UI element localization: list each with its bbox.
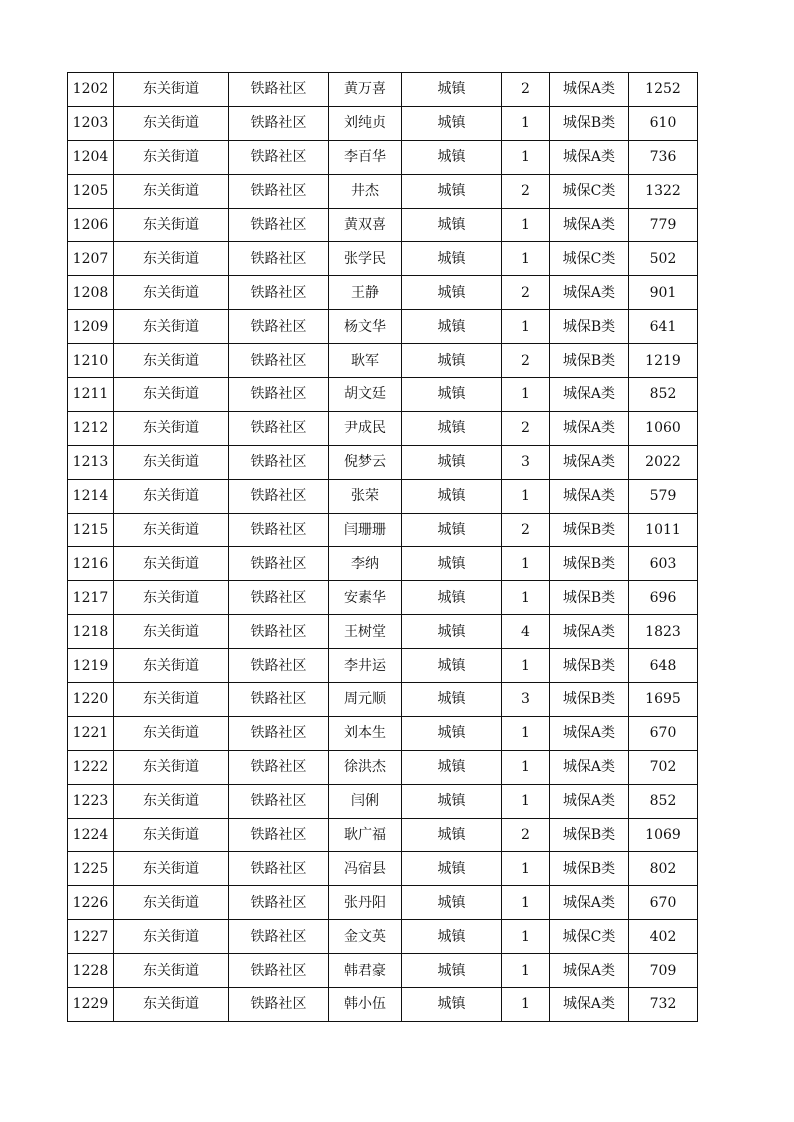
amount-cell: 709 [629, 954, 698, 988]
community-cell: 铁路社区 [229, 208, 329, 242]
street-cell: 东关街道 [114, 683, 229, 717]
household-size-cell: 2 [502, 411, 550, 445]
name-cell: 张丹阳 [329, 886, 402, 920]
amount-cell: 1219 [629, 344, 698, 378]
area-type-cell: 城镇 [402, 73, 502, 107]
serial-number-cell: 1216 [68, 547, 114, 581]
amount-cell: 1322 [629, 174, 698, 208]
table-row [68, 208, 698, 242]
assistance-category-cell: 城保B类 [550, 581, 629, 615]
amount-cell: 670 [629, 886, 698, 920]
amount-cell: 579 [629, 479, 698, 513]
household-size-cell: 1 [502, 649, 550, 683]
amount-cell: 502 [629, 242, 698, 276]
community-cell: 铁路社区 [229, 750, 329, 784]
area-type-cell: 城镇 [402, 581, 502, 615]
street-cell: 东关街道 [114, 547, 229, 581]
community-cell: 铁路社区 [229, 242, 329, 276]
amount-cell: 802 [629, 852, 698, 886]
table-row [68, 988, 698, 1022]
name-cell: 黄双喜 [329, 208, 402, 242]
area-type-cell: 城镇 [402, 615, 502, 649]
serial-number-cell: 1226 [68, 886, 114, 920]
amount-cell: 641 [629, 310, 698, 344]
assistance-category-cell: 城保C类 [550, 174, 629, 208]
amount-cell: 1252 [629, 73, 698, 107]
street-cell: 东关街道 [114, 750, 229, 784]
name-cell: 黄万喜 [329, 73, 402, 107]
name-cell: 周元顺 [329, 683, 402, 717]
serial-number-cell: 1210 [68, 344, 114, 378]
household-size-cell: 1 [502, 920, 550, 954]
name-cell: 倪梦云 [329, 445, 402, 479]
table-row [68, 411, 698, 445]
street-cell: 东关街道 [114, 920, 229, 954]
table-row [68, 106, 698, 140]
serial-number-cell: 1218 [68, 615, 114, 649]
assistance-category-cell: 城保B类 [550, 852, 629, 886]
name-cell: 安素华 [329, 581, 402, 615]
community-cell: 铁路社区 [229, 649, 329, 683]
household-size-cell: 1 [502, 886, 550, 920]
assistance-category-cell: 城保A类 [550, 886, 629, 920]
street-cell: 东关街道 [114, 445, 229, 479]
household-size-cell: 1 [502, 208, 550, 242]
assistance-category-cell: 城保B类 [550, 344, 629, 378]
community-cell: 铁路社区 [229, 344, 329, 378]
household-size-cell: 1 [502, 581, 550, 615]
assistance-category-cell: 城保B类 [550, 310, 629, 344]
table-row [68, 581, 698, 615]
community-cell: 铁路社区 [229, 716, 329, 750]
area-type-cell: 城镇 [402, 310, 502, 344]
community-cell: 铁路社区 [229, 852, 329, 886]
street-cell: 东关街道 [114, 140, 229, 174]
name-cell: 韩君豪 [329, 954, 402, 988]
street-cell: 东关街道 [114, 73, 229, 107]
amount-cell: 1695 [629, 683, 698, 717]
table-row [68, 615, 698, 649]
name-cell: 李纳 [329, 547, 402, 581]
street-cell: 东关街道 [114, 276, 229, 310]
assistance-category-cell: 城保B类 [550, 513, 629, 547]
household-size-cell: 1 [502, 310, 550, 344]
household-size-cell: 1 [502, 716, 550, 750]
area-type-cell: 城镇 [402, 886, 502, 920]
household-size-cell: 1 [502, 750, 550, 784]
table-row [68, 547, 698, 581]
household-size-cell: 3 [502, 683, 550, 717]
table-row [68, 750, 698, 784]
street-cell: 东关街道 [114, 242, 229, 276]
community-cell: 铁路社区 [229, 445, 329, 479]
name-cell: 杨文华 [329, 310, 402, 344]
area-type-cell: 城镇 [402, 276, 502, 310]
assistance-category-cell: 城保C类 [550, 920, 629, 954]
serial-number-cell: 1229 [68, 988, 114, 1022]
area-type-cell: 城镇 [402, 988, 502, 1022]
assistance-category-cell: 城保A类 [550, 73, 629, 107]
street-cell: 东关街道 [114, 716, 229, 750]
table-row [68, 818, 698, 852]
community-cell: 铁路社区 [229, 310, 329, 344]
assistance-category-cell: 城保A类 [550, 411, 629, 445]
household-size-cell: 1 [502, 106, 550, 140]
street-cell: 东关街道 [114, 886, 229, 920]
street-cell: 东关街道 [114, 378, 229, 412]
area-type-cell: 城镇 [402, 920, 502, 954]
household-size-cell: 1 [502, 784, 550, 818]
table-row [68, 852, 698, 886]
area-type-cell: 城镇 [402, 852, 502, 886]
community-cell: 铁路社区 [229, 784, 329, 818]
name-cell: 韩小伍 [329, 988, 402, 1022]
assistance-category-cell: 城保A类 [550, 954, 629, 988]
amount-cell: 696 [629, 581, 698, 615]
street-cell: 东关街道 [114, 784, 229, 818]
name-cell: 尹成民 [329, 411, 402, 445]
street-cell: 东关街道 [114, 818, 229, 852]
household-size-cell: 1 [502, 547, 550, 581]
assistance-category-cell: 城保A类 [550, 140, 629, 174]
serial-number-cell: 1208 [68, 276, 114, 310]
amount-cell: 1011 [629, 513, 698, 547]
serial-number-cell: 1209 [68, 310, 114, 344]
amount-cell: 1823 [629, 615, 698, 649]
household-size-cell: 1 [502, 988, 550, 1022]
name-cell: 刘本生 [329, 716, 402, 750]
name-cell: 闫俐 [329, 784, 402, 818]
area-type-cell: 城镇 [402, 750, 502, 784]
amount-cell: 779 [629, 208, 698, 242]
household-size-cell: 2 [502, 174, 550, 208]
serial-number-cell: 1224 [68, 818, 114, 852]
table-row [68, 954, 698, 988]
table-row [68, 140, 698, 174]
household-size-cell: 1 [502, 242, 550, 276]
area-type-cell: 城镇 [402, 479, 502, 513]
table-row [68, 310, 698, 344]
serial-number-cell: 1207 [68, 242, 114, 276]
household-size-cell: 1 [502, 140, 550, 174]
street-cell: 东关街道 [114, 310, 229, 344]
name-cell: 冯宿县 [329, 852, 402, 886]
name-cell: 耿军 [329, 344, 402, 378]
assistance-category-cell: 城保A类 [550, 378, 629, 412]
street-cell: 东关街道 [114, 411, 229, 445]
amount-cell: 603 [629, 547, 698, 581]
name-cell: 李百华 [329, 140, 402, 174]
household-size-cell: 2 [502, 818, 550, 852]
assistance-category-cell: 城保C类 [550, 242, 629, 276]
table-row [68, 344, 698, 378]
table-row [68, 378, 698, 412]
community-cell: 铁路社区 [229, 954, 329, 988]
name-cell: 井杰 [329, 174, 402, 208]
table-row [68, 445, 698, 479]
area-type-cell: 城镇 [402, 649, 502, 683]
serial-number-cell: 1212 [68, 411, 114, 445]
community-cell: 铁路社区 [229, 547, 329, 581]
community-cell: 铁路社区 [229, 73, 329, 107]
street-cell: 东关街道 [114, 344, 229, 378]
community-cell: 铁路社区 [229, 886, 329, 920]
serial-number-cell: 1217 [68, 581, 114, 615]
table-row [68, 649, 698, 683]
street-cell: 东关街道 [114, 615, 229, 649]
serial-number-cell: 1227 [68, 920, 114, 954]
community-cell: 铁路社区 [229, 479, 329, 513]
street-cell: 东关街道 [114, 581, 229, 615]
household-size-cell: 2 [502, 344, 550, 378]
community-cell: 铁路社区 [229, 106, 329, 140]
street-cell: 东关街道 [114, 513, 229, 547]
table-body [68, 73, 698, 1022]
area-type-cell: 城镇 [402, 683, 502, 717]
area-type-cell: 城镇 [402, 411, 502, 445]
area-type-cell: 城镇 [402, 208, 502, 242]
serial-number-cell: 1213 [68, 445, 114, 479]
street-cell: 东关街道 [114, 208, 229, 242]
assistance-category-cell: 城保B类 [550, 683, 629, 717]
household-size-cell: 2 [502, 276, 550, 310]
household-size-cell: 1 [502, 378, 550, 412]
area-type-cell: 城镇 [402, 174, 502, 208]
amount-cell: 702 [629, 750, 698, 784]
community-cell: 铁路社区 [229, 174, 329, 208]
community-cell: 铁路社区 [229, 615, 329, 649]
household-size-cell: 2 [502, 73, 550, 107]
area-type-cell: 城镇 [402, 716, 502, 750]
community-cell: 铁路社区 [229, 818, 329, 852]
table-row [68, 174, 698, 208]
name-cell: 张学民 [329, 242, 402, 276]
assistance-category-cell: 城保A类 [550, 750, 629, 784]
assistance-category-cell: 城保A类 [550, 208, 629, 242]
name-cell: 耿广福 [329, 818, 402, 852]
serial-number-cell: 1228 [68, 954, 114, 988]
table-row [68, 886, 698, 920]
serial-number-cell: 1204 [68, 140, 114, 174]
assistance-category-cell: 城保A类 [550, 784, 629, 818]
household-size-cell: 1 [502, 479, 550, 513]
amount-cell: 648 [629, 649, 698, 683]
household-size-cell: 2 [502, 513, 550, 547]
table-row [68, 242, 698, 276]
assistance-category-cell: 城保B类 [550, 106, 629, 140]
table-row [68, 479, 698, 513]
serial-number-cell: 1219 [68, 649, 114, 683]
name-cell: 徐洪杰 [329, 750, 402, 784]
amount-cell: 670 [629, 716, 698, 750]
assistance-category-cell: 城保A类 [550, 615, 629, 649]
household-size-cell: 1 [502, 954, 550, 988]
name-cell: 王静 [329, 276, 402, 310]
assistance-category-cell: 城保B类 [550, 649, 629, 683]
amount-cell: 852 [629, 784, 698, 818]
area-type-cell: 城镇 [402, 378, 502, 412]
table-row [68, 683, 698, 717]
community-cell: 铁路社区 [229, 378, 329, 412]
household-size-cell: 4 [502, 615, 550, 649]
amount-cell: 901 [629, 276, 698, 310]
amount-cell: 852 [629, 378, 698, 412]
table-row [68, 784, 698, 818]
street-cell: 东关街道 [114, 106, 229, 140]
table-row [68, 73, 698, 107]
name-cell: 闫珊珊 [329, 513, 402, 547]
serial-number-cell: 1203 [68, 106, 114, 140]
assistance-category-cell: 城保B类 [550, 547, 629, 581]
amount-cell: 1060 [629, 411, 698, 445]
amount-cell: 1069 [629, 818, 698, 852]
table-row [68, 716, 698, 750]
street-cell: 东关街道 [114, 852, 229, 886]
assistance-category-cell: 城保B类 [550, 818, 629, 852]
community-cell: 铁路社区 [229, 683, 329, 717]
community-cell: 铁路社区 [229, 411, 329, 445]
community-cell: 铁路社区 [229, 988, 329, 1022]
area-type-cell: 城镇 [402, 513, 502, 547]
household-size-cell: 1 [502, 852, 550, 886]
amount-cell: 736 [629, 140, 698, 174]
name-cell: 金文英 [329, 920, 402, 954]
area-type-cell: 城镇 [402, 547, 502, 581]
assistance-category-cell: 城保A类 [550, 445, 629, 479]
community-cell: 铁路社区 [229, 276, 329, 310]
table-row [68, 276, 698, 310]
amount-cell: 402 [629, 920, 698, 954]
area-type-cell: 城镇 [402, 954, 502, 988]
community-cell: 铁路社区 [229, 581, 329, 615]
name-cell: 张荣 [329, 479, 402, 513]
serial-number-cell: 1221 [68, 716, 114, 750]
assistance-category-cell: 城保A类 [550, 988, 629, 1022]
serial-number-cell: 1220 [68, 683, 114, 717]
community-cell: 铁路社区 [229, 920, 329, 954]
area-type-cell: 城镇 [402, 344, 502, 378]
amount-cell: 2022 [629, 445, 698, 479]
serial-number-cell: 1215 [68, 513, 114, 547]
serial-number-cell: 1225 [68, 852, 114, 886]
amount-cell: 610 [629, 106, 698, 140]
area-type-cell: 城镇 [402, 818, 502, 852]
table-row [68, 513, 698, 547]
street-cell: 东关街道 [114, 954, 229, 988]
amount-cell: 732 [629, 988, 698, 1022]
serial-number-cell: 1205 [68, 174, 114, 208]
serial-number-cell: 1206 [68, 208, 114, 242]
street-cell: 东关街道 [114, 988, 229, 1022]
community-cell: 铁路社区 [229, 140, 329, 174]
area-type-cell: 城镇 [402, 140, 502, 174]
serial-number-cell: 1202 [68, 73, 114, 107]
serial-number-cell: 1211 [68, 378, 114, 412]
household-size-cell: 3 [502, 445, 550, 479]
assistance-category-cell: 城保A类 [550, 276, 629, 310]
area-type-cell: 城镇 [402, 445, 502, 479]
area-type-cell: 城镇 [402, 106, 502, 140]
area-type-cell: 城镇 [402, 784, 502, 818]
name-cell: 刘纯贞 [329, 106, 402, 140]
community-cell: 铁路社区 [229, 513, 329, 547]
serial-number-cell: 1223 [68, 784, 114, 818]
serial-number-cell: 1214 [68, 479, 114, 513]
assistance-category-cell: 城保A类 [550, 479, 629, 513]
subsidy-roster-table [67, 72, 698, 1022]
name-cell: 李井运 [329, 649, 402, 683]
table-row [68, 920, 698, 954]
assistance-category-cell: 城保A类 [550, 716, 629, 750]
street-cell: 东关街道 [114, 649, 229, 683]
street-cell: 东关街道 [114, 174, 229, 208]
serial-number-cell: 1222 [68, 750, 114, 784]
area-type-cell: 城镇 [402, 242, 502, 276]
street-cell: 东关街道 [114, 479, 229, 513]
name-cell: 王树堂 [329, 615, 402, 649]
name-cell: 胡文廷 [329, 378, 402, 412]
